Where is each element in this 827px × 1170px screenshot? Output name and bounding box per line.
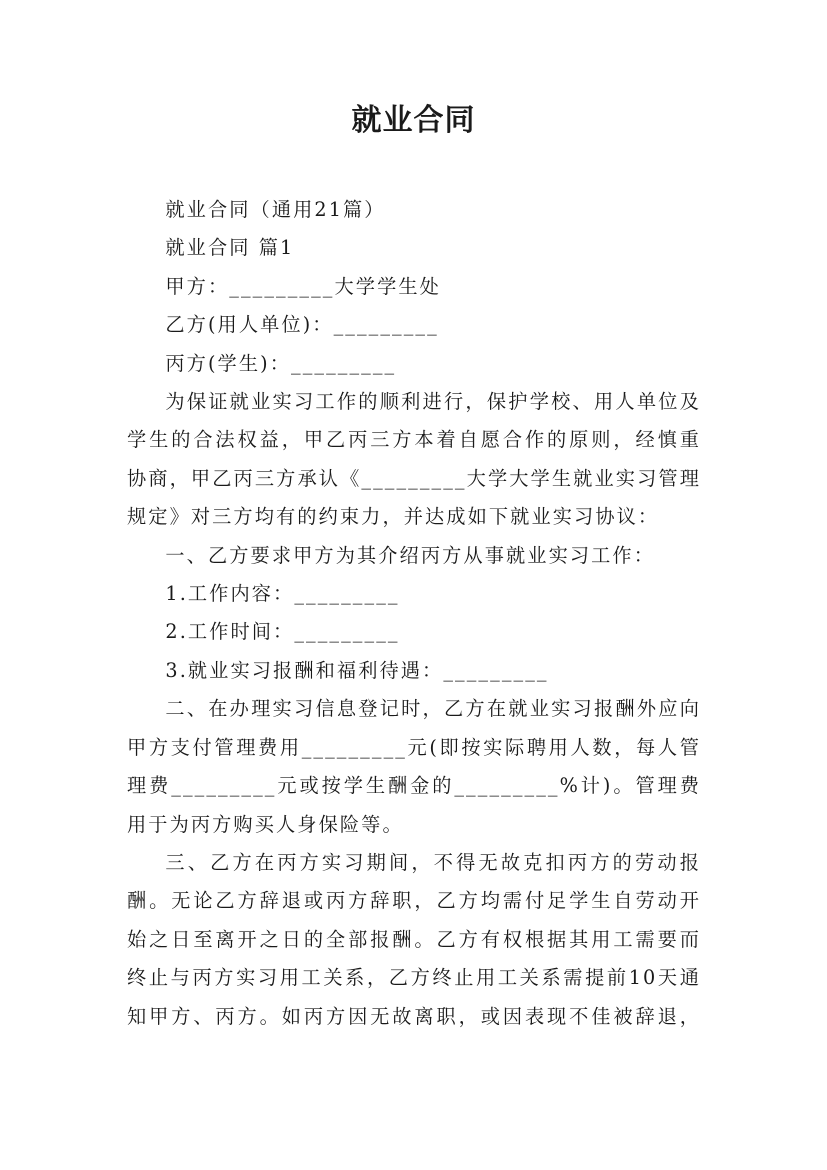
party-b-line: 乙方(用人单位)：_________	[165, 313, 439, 337]
clause-1: 一、乙方要求甲方为其介绍丙方从事就业实习工作：	[165, 543, 656, 567]
document-body	[127, 191, 701, 1036]
document-title: 就业合同	[351, 103, 476, 138]
clause-1-item-1: 1.工作内容：_________	[165, 582, 400, 606]
section-heading: 就业合同 篇1	[165, 236, 295, 260]
preamble-paragraph: 为保证就业实习工作的顺利进行，保护学校、用人单位及学生的合法权益，甲乙丙三方本着自愿合作的原则，经慎重协商，甲乙丙三方承认《_________大学大学生就业实习管理规定》对三方均有的约束力，并达成如下就业实习协议：	[127, 390, 701, 529]
clause-1-item-3: 3.就业实习报酬和福利待遇：_________	[165, 658, 549, 682]
clause-2: 二、在办理实习信息登记时，乙方在就业实习报酬外应向甲方支付管理费用_________元(即按实际聘用人数，每人管理费_________元或按学生酬金的_________%计)。管理费用于为丙方购买人身保险等。	[127, 697, 701, 836]
clause-3: 三、乙方在丙方实习期间，不得无故克扣丙方的劳动报酬。无论乙方辞退或丙方辞职，乙方均需付足学生自劳动开始之日至离开之日的全部报酬。乙方有权根据其用工需要而终止与丙方实习用工关系，乙方终止用工关系需提前10天通知甲方、丙方。如丙方因无故离职，或因表现不佳被辞退，	[127, 850, 701, 1028]
party-c-line: 丙方(学生)：_________	[165, 351, 397, 375]
doc-subtitle: 就业合同（通用21篇）	[165, 198, 386, 221]
clause-1-item-2: 2.工作时间：_________	[165, 620, 400, 644]
party-a-line: 甲方：_________大学学生处	[165, 274, 441, 298]
